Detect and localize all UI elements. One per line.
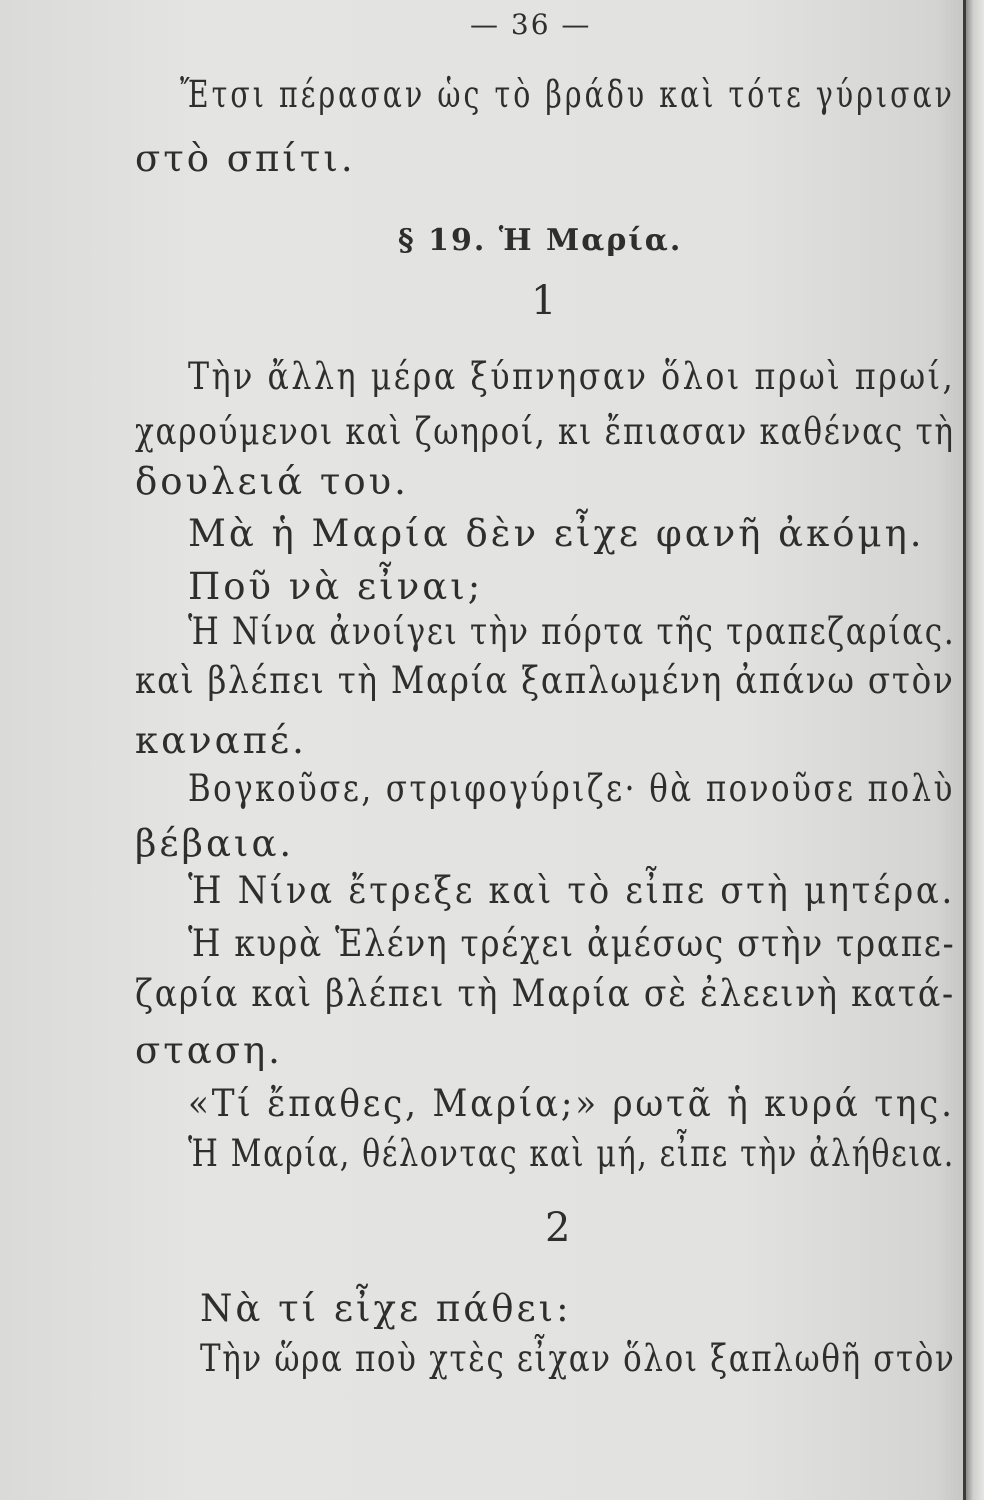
text-line-16: Ἡ Μαρία, θέλοντας καὶ μή, εἶπε τὴν ἀλήθεια.	[188, 1132, 955, 1175]
text-line-9: Βογκοῦσε, στριφογύριζε· θὰ πονοῦσε πολὺ	[188, 767, 955, 810]
text-line-15: «Τί ἔπαθες, Μαρία;» ρωτᾶ ἡ κυρά της.	[188, 1082, 955, 1125]
text-line-5: Ποῦ νὰ εἶναι;	[188, 565, 484, 608]
page-number: — 36 —	[470, 8, 592, 41]
text-line-18: Τὴν ὥρα ποὺ χτὲς εἶχαν ὅλοι ξαπλωθῆ στὸν	[200, 1337, 956, 1380]
text-line-11: Ἡ Νίνα ἔτρεξε καὶ τὸ εἶπε στὴ μητέρα.	[188, 869, 955, 912]
text-line-1: Τὴν ἄλλη μέρα ξύπνησαν ὅλοι πρωὶ πρωί,	[188, 355, 956, 398]
text-line-12: Ἡ κυρὰ Ἑλένη τρέχει ἀμέσως στὴν τραπε-	[188, 922, 956, 965]
chapter-heading: § 19. Ἡ Μαρία.	[398, 223, 683, 258]
text-line-4: Μὰ ἡ Μαρία δὲν εἶχε φανῆ ἀκόμη.	[188, 512, 925, 555]
text-line-3: δουλειά του.	[135, 460, 409, 503]
page-binding-edge	[963, 0, 966, 1500]
section-number-2: 2	[545, 1205, 571, 1251]
page-edge-shadow	[966, 0, 984, 1500]
intro-line-2: στὸ σπίτι.	[135, 137, 356, 180]
text-line-17: Νὰ τί εἶχε πάθει:	[200, 1287, 572, 1330]
text-line-7: καὶ βλέπει τὴ Μαρία ξαπλωμένη ἀπάνω στὸν	[135, 659, 955, 702]
text-line-2: χαρούμενοι καὶ ζωηροί, κι ἔπιασαν καθένας τὴ	[135, 410, 955, 453]
intro-line-1: Ἔτσι πέρασαν ὡς τὸ βράδυ καὶ τότε γύρισαν	[180, 73, 955, 116]
text-line-8: καναπέ.	[135, 719, 307, 762]
section-number-1: 1	[531, 278, 557, 324]
text-line-10: βέβαια.	[135, 822, 295, 865]
text-line-6: Ἡ Νίνα ἀνοίγει τὴν πόρτα τῆς τραπεζαρίας.	[188, 610, 956, 653]
text-line-13: ζαρία καὶ βλέπει τὴ Μαρία σὲ ἐλεεινὴ κατά-	[135, 972, 955, 1015]
text-line-14: σταση.	[135, 1029, 283, 1072]
